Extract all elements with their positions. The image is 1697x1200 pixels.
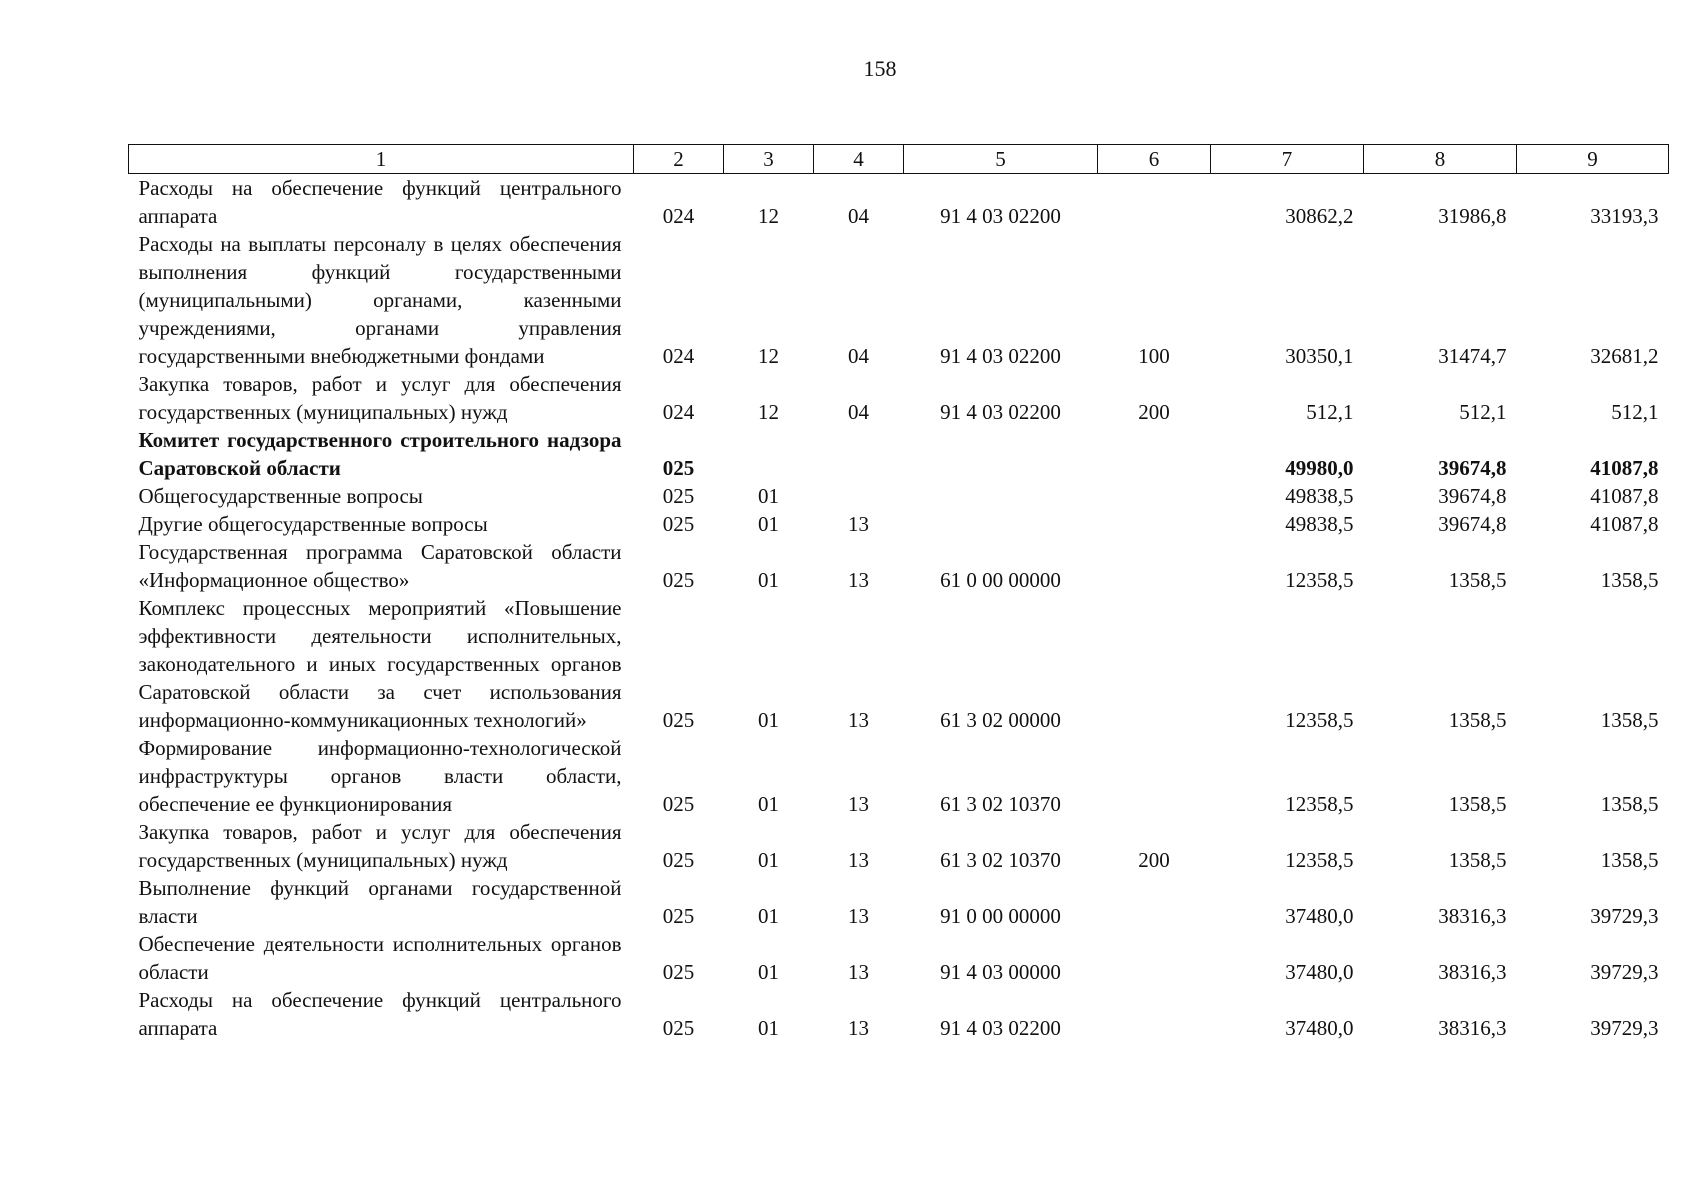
column-header: 3 <box>724 145 814 174</box>
column-header: 8 <box>1364 145 1517 174</box>
table-row <box>129 874 1669 930</box>
row-admin-code: 025 <box>662 512 695 536</box>
row-name: Формирование информационно-технологической инфраструктуры органов власти области, обеспечение ее функционирования <box>138 736 622 816</box>
row-section: 01 <box>758 1016 779 1040</box>
row-expense-type: 200 <box>1138 848 1170 872</box>
row-expense-type <box>1098 594 1211 734</box>
row-target-article: 61 3 02 10370 <box>940 792 1061 816</box>
row-subsection: 13 <box>848 1016 869 1040</box>
column-header: 2 <box>634 145 724 174</box>
row-admin-code: 025 <box>662 904 695 928</box>
row-target-article: 91 4 03 02200 <box>940 344 1061 368</box>
row-amount-col9: 1358,5 <box>1600 708 1659 732</box>
row-amount-col7: 12358,5 <box>1285 568 1354 592</box>
row-admin-code: 024 <box>662 204 695 228</box>
row-amount-col9: 39729,3 <box>1590 1016 1659 1040</box>
row-amount-col9: 41087,8 <box>1590 456 1659 480</box>
row-name: Закупка товаров, работ и услуг для обеспечения государственных (муниципальных) нужд <box>138 820 622 872</box>
row-name: Выполнение функций органами государственной власти <box>138 876 622 928</box>
row-section: 12 <box>758 204 779 228</box>
table-row <box>129 734 1669 818</box>
row-section: 01 <box>758 960 779 984</box>
row-expense-type <box>1098 874 1211 930</box>
row-name: Расходы на обеспечение функций центрального аппарата <box>138 988 622 1040</box>
row-admin-code: 025 <box>662 484 695 508</box>
row-subsection <box>814 426 904 482</box>
row-amount-col8: 38316,3 <box>1438 1016 1507 1040</box>
row-amount-col9: 1358,5 <box>1600 568 1659 592</box>
row-amount-col9: 39729,3 <box>1590 960 1659 984</box>
row-amount-col7: 37480,0 <box>1285 1016 1354 1040</box>
table-header <box>129 145 1669 174</box>
row-subsection: 13 <box>848 848 869 872</box>
row-section: 01 <box>758 568 779 592</box>
column-header: 1 <box>129 145 634 174</box>
row-name: Общегосударственные вопросы <box>138 484 423 508</box>
row-target-article <box>904 510 1098 538</box>
row-amount-col7: 49838,5 <box>1285 512 1354 536</box>
row-subsection: 13 <box>848 960 869 984</box>
row-admin-code: 025 <box>662 708 695 732</box>
row-target-article: 61 0 00 00000 <box>940 568 1061 592</box>
table-row <box>129 370 1669 426</box>
row-admin-code: 025 <box>662 960 695 984</box>
row-amount-col7: 12358,5 <box>1285 792 1354 816</box>
row-amount-col8: 31986,8 <box>1438 204 1507 228</box>
row-name: Другие общегосударственные вопросы <box>138 512 488 536</box>
row-expense-type <box>1098 482 1211 510</box>
table-row <box>129 230 1669 370</box>
row-amount-col7: 37480,0 <box>1285 904 1354 928</box>
row-expense-type <box>1098 986 1211 1042</box>
row-name: Комплекс процессных мероприятий «Повышение эффективности деятельности исполнительных, законодательного и иных государственных органов Саратовской области за счет использования информационно-коммуникационных технологий» <box>138 596 622 732</box>
row-section: 12 <box>758 400 779 424</box>
row-amount-col9: 1358,5 <box>1600 792 1659 816</box>
row-amount-col8: 39674,8 <box>1438 484 1507 508</box>
row-amount-col8: 38316,3 <box>1438 904 1507 928</box>
row-amount-col9: 41087,8 <box>1590 484 1659 508</box>
column-header: 7 <box>1211 145 1364 174</box>
row-name: Комитет государственного строительного надзора Саратовской области <box>138 428 622 480</box>
row-amount-col9: 39729,3 <box>1590 904 1659 928</box>
row-amount-col8: 512,1 <box>1459 400 1507 424</box>
row-section: 01 <box>758 512 779 536</box>
table-row <box>129 818 1669 874</box>
row-subsection: 13 <box>848 568 869 592</box>
row-section: 01 <box>758 792 779 816</box>
row-section: 01 <box>758 904 779 928</box>
row-subsection: 13 <box>848 512 869 536</box>
row-expense-type <box>1098 426 1211 482</box>
row-amount-col7: 12358,5 <box>1285 708 1354 732</box>
column-header: 9 <box>1517 145 1669 174</box>
row-admin-code: 024 <box>662 400 695 424</box>
row-amount-col7: 30350,1 <box>1285 344 1354 368</box>
budget-table <box>128 144 1669 1042</box>
row-amount-col7: 37480,0 <box>1285 960 1354 984</box>
row-name: Государственная программа Саратовской области «Информационное общество» <box>138 540 622 592</box>
row-amount-col9: 33193,3 <box>1590 204 1659 228</box>
page-number: 158 <box>863 56 897 81</box>
row-name: Закупка товаров, работ и услуг для обеспечения государственных (муниципальных) нужд <box>138 372 622 424</box>
row-section: 12 <box>758 344 779 368</box>
row-amount-col7: 49980,0 <box>1285 456 1354 480</box>
row-admin-code: 024 <box>662 344 695 368</box>
row-target-article: 91 4 03 02200 <box>940 1016 1061 1040</box>
row-expense-type: 100 <box>1138 344 1170 368</box>
column-header: 6 <box>1098 145 1211 174</box>
row-expense-type: 200 <box>1138 400 1170 424</box>
row-target-article: 61 3 02 10370 <box>940 848 1061 872</box>
row-subsection: 13 <box>848 904 869 928</box>
row-amount-col9: 41087,8 <box>1590 512 1659 536</box>
row-subsection: 13 <box>848 792 869 816</box>
row-target-article: 61 3 02 00000 <box>940 708 1061 732</box>
row-name: Расходы на обеспечение функций центрального аппарата <box>138 176 622 228</box>
table-row <box>129 510 1669 538</box>
row-amount-col7: 12358,5 <box>1285 848 1354 872</box>
row-target-article <box>904 482 1098 510</box>
row-amount-col8: 1358,5 <box>1448 848 1507 872</box>
row-target-article: 91 0 00 00000 <box>940 904 1061 928</box>
row-admin-code: 025 <box>662 568 695 592</box>
row-amount-col8: 38316,3 <box>1438 960 1507 984</box>
column-header: 5 <box>904 145 1098 174</box>
table-body <box>129 174 1669 1043</box>
table-row <box>129 986 1669 1042</box>
row-amount-col8: 39674,8 <box>1438 512 1507 536</box>
row-amount-col7: 512,1 <box>1306 400 1354 424</box>
table-row <box>129 426 1669 482</box>
row-amount-col8: 39674,8 <box>1438 456 1507 480</box>
row-admin-code: 025 <box>662 848 695 872</box>
row-admin-code: 025 <box>662 792 695 816</box>
row-amount-col8: 1358,5 <box>1448 792 1507 816</box>
row-expense-type <box>1098 510 1211 538</box>
row-expense-type <box>1098 930 1211 986</box>
row-expense-type <box>1098 538 1211 594</box>
row-subsection: 13 <box>848 708 869 732</box>
row-amount-col7: 49838,5 <box>1285 484 1354 508</box>
header-row <box>129 145 1669 174</box>
row-target-article <box>904 426 1098 482</box>
table-row <box>129 482 1669 510</box>
row-amount-col7: 30862,2 <box>1285 204 1354 228</box>
row-subsection: 04 <box>848 204 869 228</box>
row-amount-col9: 32681,2 <box>1590 344 1659 368</box>
row-section <box>724 426 814 482</box>
table-row <box>129 174 1669 231</box>
table-row <box>129 930 1669 986</box>
row-name: Обеспечение деятельности исполнительных органов области <box>138 932 622 984</box>
row-expense-type <box>1098 174 1211 231</box>
table-row <box>129 594 1669 734</box>
row-amount-col9: 1358,5 <box>1600 848 1659 872</box>
row-target-article: 91 4 03 02200 <box>940 204 1061 228</box>
row-amount-col8: 1358,5 <box>1448 568 1507 592</box>
row-target-article: 91 4 03 02200 <box>940 400 1061 424</box>
row-section: 01 <box>758 848 779 872</box>
row-amount-col8: 1358,5 <box>1448 708 1507 732</box>
row-amount-col8: 31474,7 <box>1438 344 1507 368</box>
column-header: 4 <box>814 145 904 174</box>
table-row <box>129 538 1669 594</box>
row-admin-code: 025 <box>662 456 695 480</box>
row-subsection <box>814 482 904 510</box>
row-section: 01 <box>758 484 779 508</box>
row-admin-code: 025 <box>662 1016 695 1040</box>
row-amount-col9: 512,1 <box>1611 400 1659 424</box>
row-name: Расходы на выплаты персоналу в целях обеспечения выполнения функций государственными (муниципальными) органами, казенными учреждениями, органами управления государственными внебюджетными фондами <box>138 232 622 368</box>
row-expense-type <box>1098 734 1211 818</box>
row-target-article: 91 4 03 00000 <box>940 960 1061 984</box>
row-section: 01 <box>758 708 779 732</box>
row-subsection: 04 <box>848 344 869 368</box>
row-subsection: 04 <box>848 400 869 424</box>
